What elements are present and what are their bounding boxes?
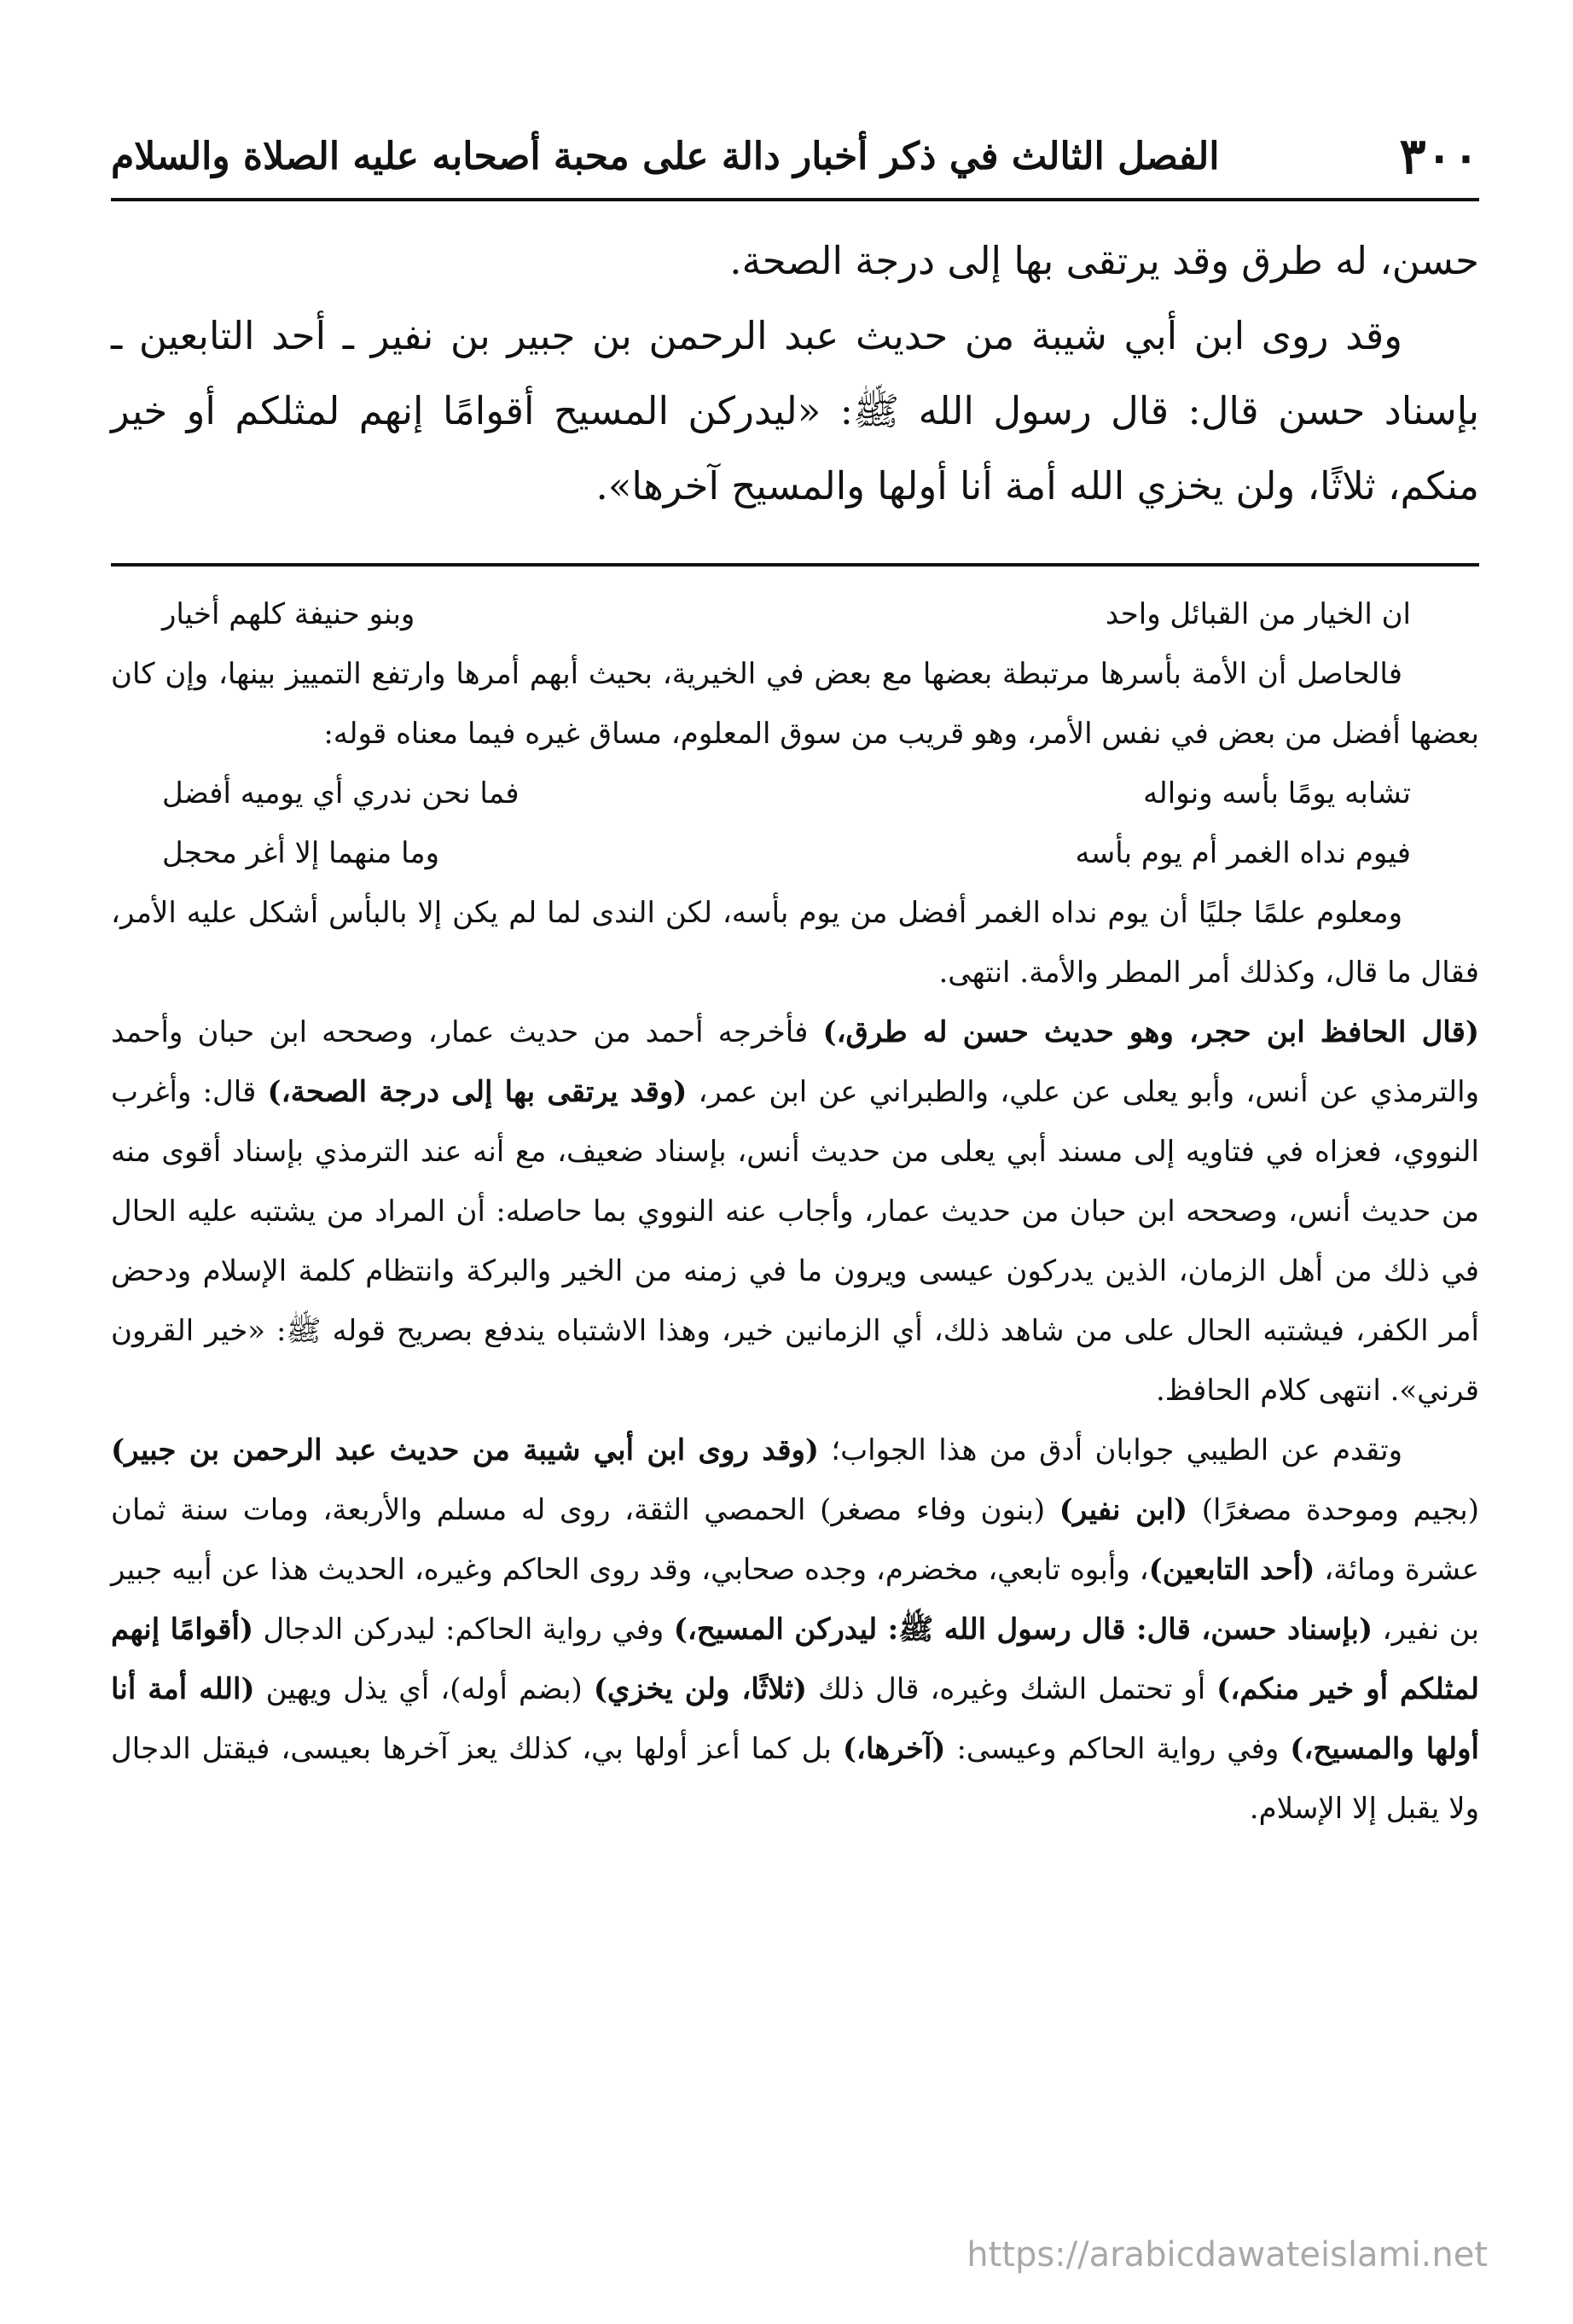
- quoted-text: (آخرها،): [842, 1732, 946, 1766]
- verse-line-1: [111, 584, 1479, 644]
- commentary-text-run: (بنون وفاء مصغر) الحمصي الثقة، روى له مسلم والأربعة، ومات سنة ثمان عشرة ومائة،: [111, 1493, 1479, 1587]
- commentary-text-run: وفي رواية الحاكم وعيسى:: [945, 1732, 1291, 1766]
- verse-line-2: [111, 764, 1479, 823]
- verse-hemistich: فيوم نداه الغمر أم يوم بأسه: [1075, 836, 1411, 870]
- header-rule: [111, 198, 1479, 201]
- quoted-text: (قال الحافظ ابن حجر، وهو حديث حسن له طرق،): [822, 1015, 1479, 1049]
- verse-hemistich: وبنو حنيفة كلهم أخيار: [162, 597, 415, 631]
- main-paragraph-2: وقد روى ابن أبي شيبة من حديث عبد الرحمن بن جبير بن نفير ـ أحد التابعين ـ بإسناد حسن قال: قال رسول الله ﷺ: «ليدركن المسيح أقوامًا إنهم لمثلكم أو خير منكم، ثلاثًا، ولن يخزي الله أمة أنا أولها والمسيح آخرها».: [111, 313, 1479, 508]
- commentary-text-run: (بجيم وموحدة مصغرًا): [1187, 1493, 1480, 1527]
- commentary-text: [111, 584, 1479, 1839]
- commentary-text-run: وفي رواية الحاكم: ليدركن الدجال: [253, 1612, 674, 1647]
- commentary-paragraph-3: [111, 1002, 1479, 1421]
- running-header: [111, 126, 1479, 186]
- separator-rule: [111, 563, 1479, 566]
- commentary-text-run: (بضم أوله)، أي يذل ويهين: [254, 1672, 594, 1706]
- commentary-paragraph-2: ومعلوم علمًا جليًا أن يوم نداه الغمر أفضل من يوم بأسه، لكن الندى لما لم يكن إلا بالبأس أشكل عليه الأمر، فقال ما قال، وكذلك أمر المطر والأمة. انتهى.: [111, 896, 1479, 990]
- quoted-text: (ابن نفير): [1059, 1493, 1188, 1527]
- main-text: [111, 224, 1479, 524]
- verse-hemistich: ان الخيار من القبائل واحد: [1105, 597, 1411, 631]
- quoted-text: (وقد روى ابن أبي شيبة من حديث عبد الرحمن بن جبير): [111, 1433, 819, 1467]
- watermark-url: https://arabicdawateislami.net: [966, 2235, 1488, 2275]
- quoted-text: (أحد التابعين): [1148, 1553, 1315, 1587]
- quoted-text: (الله أمة أنا أولها والمسيح،): [111, 1672, 1479, 1766]
- commentary-paragraph-4: [111, 1421, 1479, 1839]
- verse-hemistich: تشابه يومًا بأسه ونواله: [1143, 776, 1411, 810]
- quoted-text: (ثلاثًا، ولن يخزي): [593, 1672, 808, 1706]
- main-paragraph-1: حسن، له طرق وقد يرتقى بها إلى درجة الصحة.: [729, 238, 1479, 283]
- commentary-text-run: بل كما أعز أولها بي، كذلك يعز آخرها بعيسى، فيقتل الدجال ولا يقبل إلا الإسلام.: [111, 1732, 1479, 1826]
- commentary-text-run: قال: وأغرب النووي، فعزاه في فتاويه إلى مسند أبي يعلى من حديث أنس، بإسناد ضعيف، مع أنه عند الترمذي بإسناد أقوى منه من حديث أنس، وصححه ابن حبان من حديث عمار، وأجاب عنه النووي بما حاصله: أن المراد من يشتبه عليه الحال في ذلك من أهل الزمان، الذين يدركون عيسى ويرون ما في زمنه من الخير والبركة وانتظام كلمة الإسلام ودحض أمر الكفر، فيشتبه الحال على من شاهد ذلك، أي الزمانين خير، وهذا الاشتباه يندفع بصريح قوله ﷺ: «خير القرون قرني». انتهى كلام الحافظ.: [111, 1075, 1479, 1408]
- commentary-text-run: ، وأبوه تابعي، مخضرم، وجده صحابي، وقد روى الحاكم وغيره، الحديث هذا عن أبيه جبير بن نفير،: [111, 1553, 1479, 1647]
- verse-hemistich: وما منهما إلا أغر محجل: [162, 836, 440, 870]
- chapter-title: الفصل الثالث في ذكر أخبار دالة على محبة أصحابه عليه الصلاة والسلام: [111, 134, 1220, 178]
- page-number: ٣٠٠: [1399, 127, 1479, 185]
- commentary-text-run: فأخرجه أحمد من حديث عمار، وصححه ابن حبان وأحمد والترمذي عن أنس، وأبو يعلى عن علي، والطبراني عن ابن عمر،: [111, 1015, 1480, 1109]
- quoted-text: (بإسناد حسن، قال: قال رسول الله ﷺ: ليدركن المسيح،): [673, 1612, 1373, 1647]
- commentary-text-run: أو تحتمل الشك وغيره، قال ذلك: [807, 1672, 1217, 1706]
- commentary-paragraph-1: فالحاصل أن الأمة بأسرها مرتبطة بعضها مع بعض في الخيرية، بحيث أبهم أمرها وارتفع التمييز بينها، وإن كان بعضها أفضل من بعض في نفس الأمر، وهو قريب من سوق المعلوم، مساق غيره فيما معناه قوله:: [111, 657, 1479, 751]
- quoted-text: (وقد يرتقى بها إلى درجة الصحة،): [267, 1075, 688, 1109]
- quoted-text: (أقوامًا إنهم لمثلكم أو خير منكم،): [111, 1612, 1479, 1706]
- verse-line-3: [111, 823, 1479, 883]
- commentary-text-run: وتقدم عن الطيبي جوابان أدق من هذا الجواب؛: [818, 1433, 1402, 1467]
- verse-hemistich: فما نحن ندري أي يوميه أفضل: [162, 776, 519, 810]
